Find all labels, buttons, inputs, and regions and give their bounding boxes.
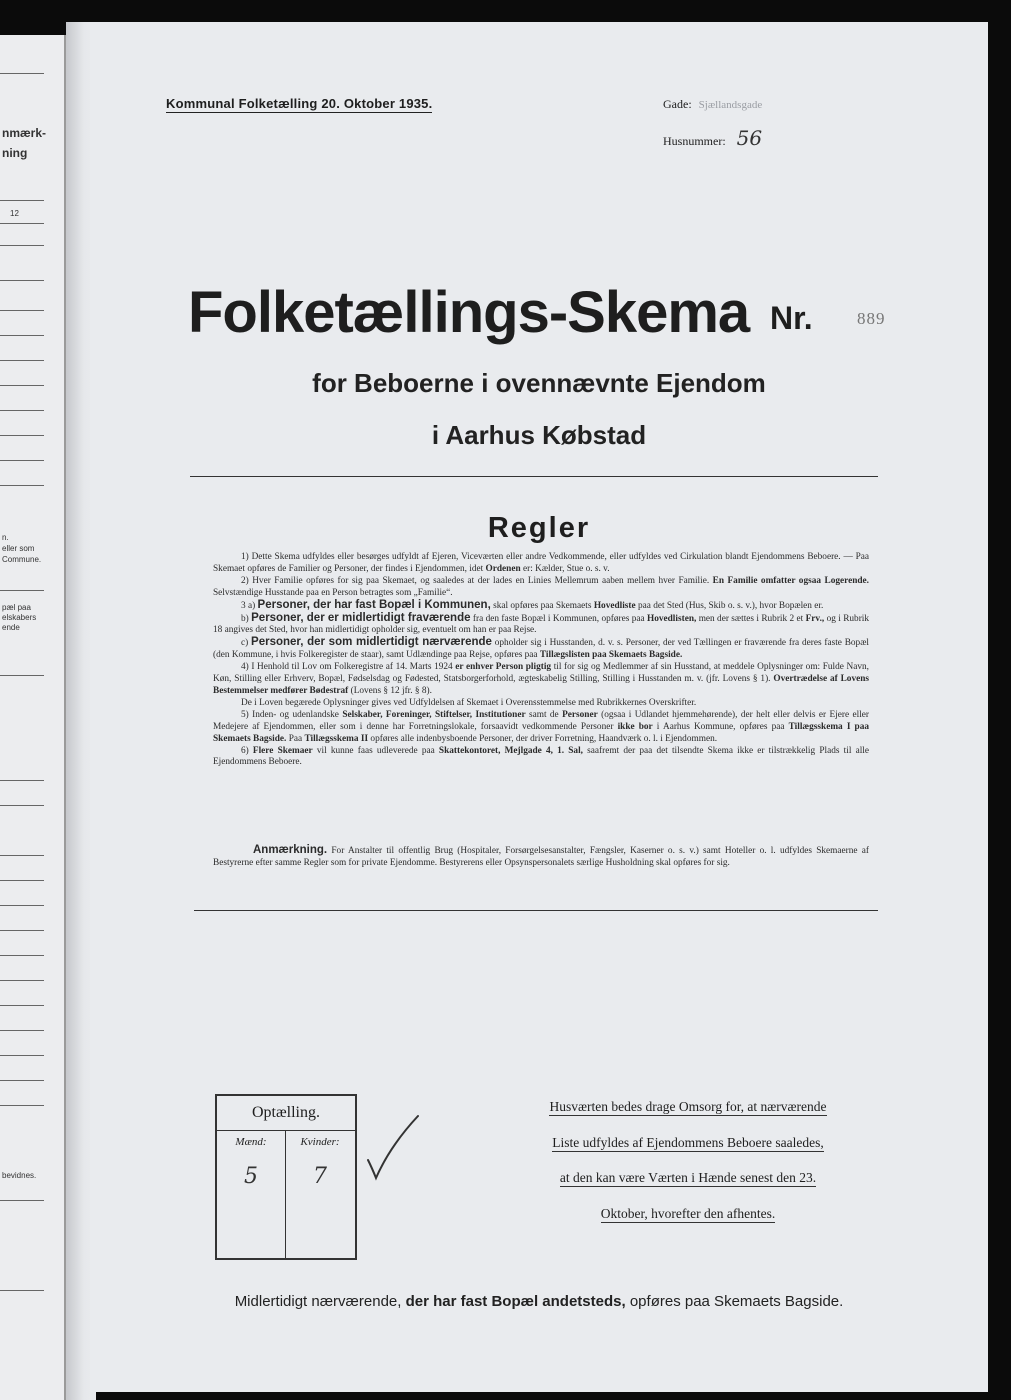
kvinder-label: Kvinder: xyxy=(300,1136,340,1148)
form-number-label: Nr. xyxy=(770,300,813,336)
notice-line-4: Oktober, hvorefter den afhentes. xyxy=(600,1206,776,1221)
left-page-fragment: 12 xyxy=(10,209,19,218)
ruled-line xyxy=(0,805,44,806)
ruled-line xyxy=(0,1105,44,1106)
rule-5: 5) Inden- og udenlandske Selskaber, Foreninger, Stiftelser, Institutioner samt de Personer (ogsaa i Udlandet hjemmehørende), der helt eller delvis er Ejere eller Medejere af Ejendommen, eller som i denne har Forretningslokale, forsaavidt vedkommende Personer ikke bor i Aarhus Kommune, opføres paa Tillægsskema I paa Skemaets Bagside. Paa Tillægsskema II opføres alle indenbysboende Personer, der driver Forretning, Haandværk o. l. i Ejendommen. xyxy=(213,709,870,744)
rule-3c: c) Personer, der som midlertidigt nærværende opholder sig i Husstanden, d. v. s. Personer, der ved Tællingen er fraværende fra deres faste Bopæl (den Kommune, i hvis Folkeregister de staar), samt Udlændinge paa Rejse, opføres paa Tillægslisten paa Skemaets Bagside. xyxy=(213,636,869,661)
adjacent-page-strip xyxy=(0,35,66,1400)
form-number-value: 889 xyxy=(857,309,886,328)
ruled-line xyxy=(0,855,44,856)
ruled-line xyxy=(0,310,44,311)
ruled-line xyxy=(0,1055,44,1056)
maend-count: 5 xyxy=(244,1164,258,1189)
ruled-line xyxy=(0,905,44,906)
rule-4: 4) I Henhold til Lov om Folkeregistre af 14. Marts 1924 er enhver Person pligtig til for sig og Medlemmer af sin Husstand, at meddele Oplysninger om: Fulde Navn, Køn, Stilling eller Erhverv, Bopæl, Fødselsdag og Fødested, Statsborgerforhold, ægteskabelig Stilling, Stilling i Husstanden m. v. (jfr. Lovens § 1). Overtrædelse af Lovens Bestemmelser medfører Bødestraf (Lovens § 12 jfr. § 8). xyxy=(213,662,870,696)
rules-text xyxy=(213,552,869,769)
checkmark-icon xyxy=(362,1112,422,1184)
rule-6: 6) Flere Skemaer vil kunne faas udleverede paa Skattekontoret, Mejlgade 4, 1. Sal, saafremt der paa det tilsendte Skema ikke er tilstrækkelig Plads til alle Ejendommens Beboere. xyxy=(213,745,869,768)
ruled-line xyxy=(0,73,44,74)
anmaerkning-lead: Anmærkning. xyxy=(253,844,328,856)
gade-label: Gade: xyxy=(663,97,692,111)
notice-line-2: Liste udfyldes af Ejendommens Beboere saaledes, xyxy=(552,1135,824,1150)
rule-1: 1) Dette Skema udfyldes eller besørges udfyldt af Ejeren, Viceværten eller andre Vedkommende, eller udfyldes ved Cirkulation blandt Ejendommens Beboere. — Paa Skemaet opføres de Familier og Personer, der findes i Ejendommen, idet Ordenen er: Kælder, Stue o. s. v. xyxy=(213,552,869,574)
form-subtitle: for Beboerne i ovennævnte Ejendom xyxy=(312,368,766,398)
optaelling-box xyxy=(215,1094,357,1260)
left-page-fragment: nmærk- xyxy=(2,126,47,140)
ruled-line xyxy=(0,930,44,931)
ruled-line xyxy=(0,1290,44,1291)
anmaerkning-note xyxy=(213,844,869,869)
anmaerkning-text: For Anstalter til offentlig Brug (Hospitaler, Forsørgelsesanstalter, Fængsler, Kaserner o. s. v.) samt Hoteller o. l. udfyldes Skemaerne af Bestyrerne efter samme Regler som for private Ejendomme. Bestyrerens eller Opsynspersonalets særlige Husholdning skal opføres for sig. xyxy=(213,846,869,868)
ruled-line xyxy=(0,410,44,411)
ruled-line xyxy=(0,880,44,881)
ruled-line xyxy=(0,223,44,224)
optaelling-column-divider xyxy=(285,1130,286,1258)
ruled-line xyxy=(0,1200,44,1201)
divider-bottom xyxy=(194,910,878,911)
kvinder-count: 7 xyxy=(313,1164,327,1189)
ruled-line xyxy=(0,675,44,676)
rule-3b: b) Personer, der er midlertidigt fraværende fra den faste Bopæl i Kommunen, opføres paa Hovedlisten, men der sættes i Rubrik 2 et Frv., og i Rubrik 18 angives det Sted, hvor han midlertidigt opholder sig, eventuelt om han er paa Rejse. xyxy=(213,611,870,636)
ruled-line xyxy=(0,1005,44,1006)
left-page-fragment: ning xyxy=(2,146,28,160)
left-page-fragment: eller som xyxy=(2,544,35,553)
gade-line xyxy=(663,97,762,112)
divider-top xyxy=(190,476,878,477)
ruled-line xyxy=(0,200,44,201)
husnummer-value: 56 xyxy=(736,126,763,150)
left-page-fragment: bevidnes. xyxy=(2,1171,37,1180)
left-page-fragment: Commune. xyxy=(2,555,42,564)
left-page-fragment: ende xyxy=(2,623,20,632)
rule-3a: 3 a) Personer, der har fast Bopæl i Kommunen, skal opføres paa Skemaets Hovedliste paa det Sted (Hus, Skib o. s. v.), hvor Bopælen er. xyxy=(241,598,824,611)
ruled-line xyxy=(0,485,44,486)
form-location: i Aarhus Købstad xyxy=(431,420,647,450)
ruled-line xyxy=(0,280,44,281)
ruled-line xyxy=(0,590,44,591)
ruled-line xyxy=(0,780,44,781)
husnummer-line xyxy=(663,126,762,150)
gade-value: Sjællandsgade xyxy=(698,99,763,111)
ruled-line xyxy=(0,460,44,461)
notice-line-3: at den kan være Værten i Hænde senest den 23. xyxy=(559,1170,817,1185)
ruled-line xyxy=(0,335,44,336)
ruled-line xyxy=(0,1030,44,1031)
census-header: Kommunal Folketælling 20. Oktober 1935. xyxy=(166,96,433,111)
rule-2: 2) Hver Familie opføres for sig paa Skemaet, og saaledes at der lades en Linies Mellemrum aaben mellem hver Familie. En Familie omfatter ogsaa Logerende. Selvstændige Husstande paa en Person betragtes som „Familie“. xyxy=(213,575,869,598)
optaelling-title: Optælling. xyxy=(217,1096,355,1131)
ruled-line xyxy=(0,435,44,436)
left-page-fragment: n. xyxy=(2,533,9,542)
footer-instruction: Midlertidigt nærværende, der har fast Bopæl andetsteds, opføres paa Skemaets Bagside. xyxy=(234,1293,844,1310)
ruled-line xyxy=(0,1080,44,1081)
ruled-line xyxy=(0,955,44,956)
ruled-line xyxy=(0,245,44,246)
left-page-fragment: pæl paa xyxy=(2,603,31,612)
husnummer-label: Husnummer: xyxy=(663,134,726,148)
ruled-line xyxy=(0,360,44,361)
form-title: Folketællings-Skema xyxy=(188,280,750,345)
rule-4-note: De i Loven begærede Oplysninger gives ved Udfyldelsen af Skemaet i Overensstemmelse med Rubrikkernes Overskrifter. xyxy=(241,697,697,708)
left-page-fragment: elskabers xyxy=(2,613,37,622)
notice-line-1: Husværten bedes drage Omsorg for, at nærværende xyxy=(549,1099,827,1114)
maend-label: Mænd: xyxy=(235,1136,267,1148)
census-form-page xyxy=(90,22,988,1392)
rules-heading: Regler xyxy=(487,512,591,544)
ruled-line xyxy=(0,385,44,386)
ruled-line xyxy=(0,980,44,981)
